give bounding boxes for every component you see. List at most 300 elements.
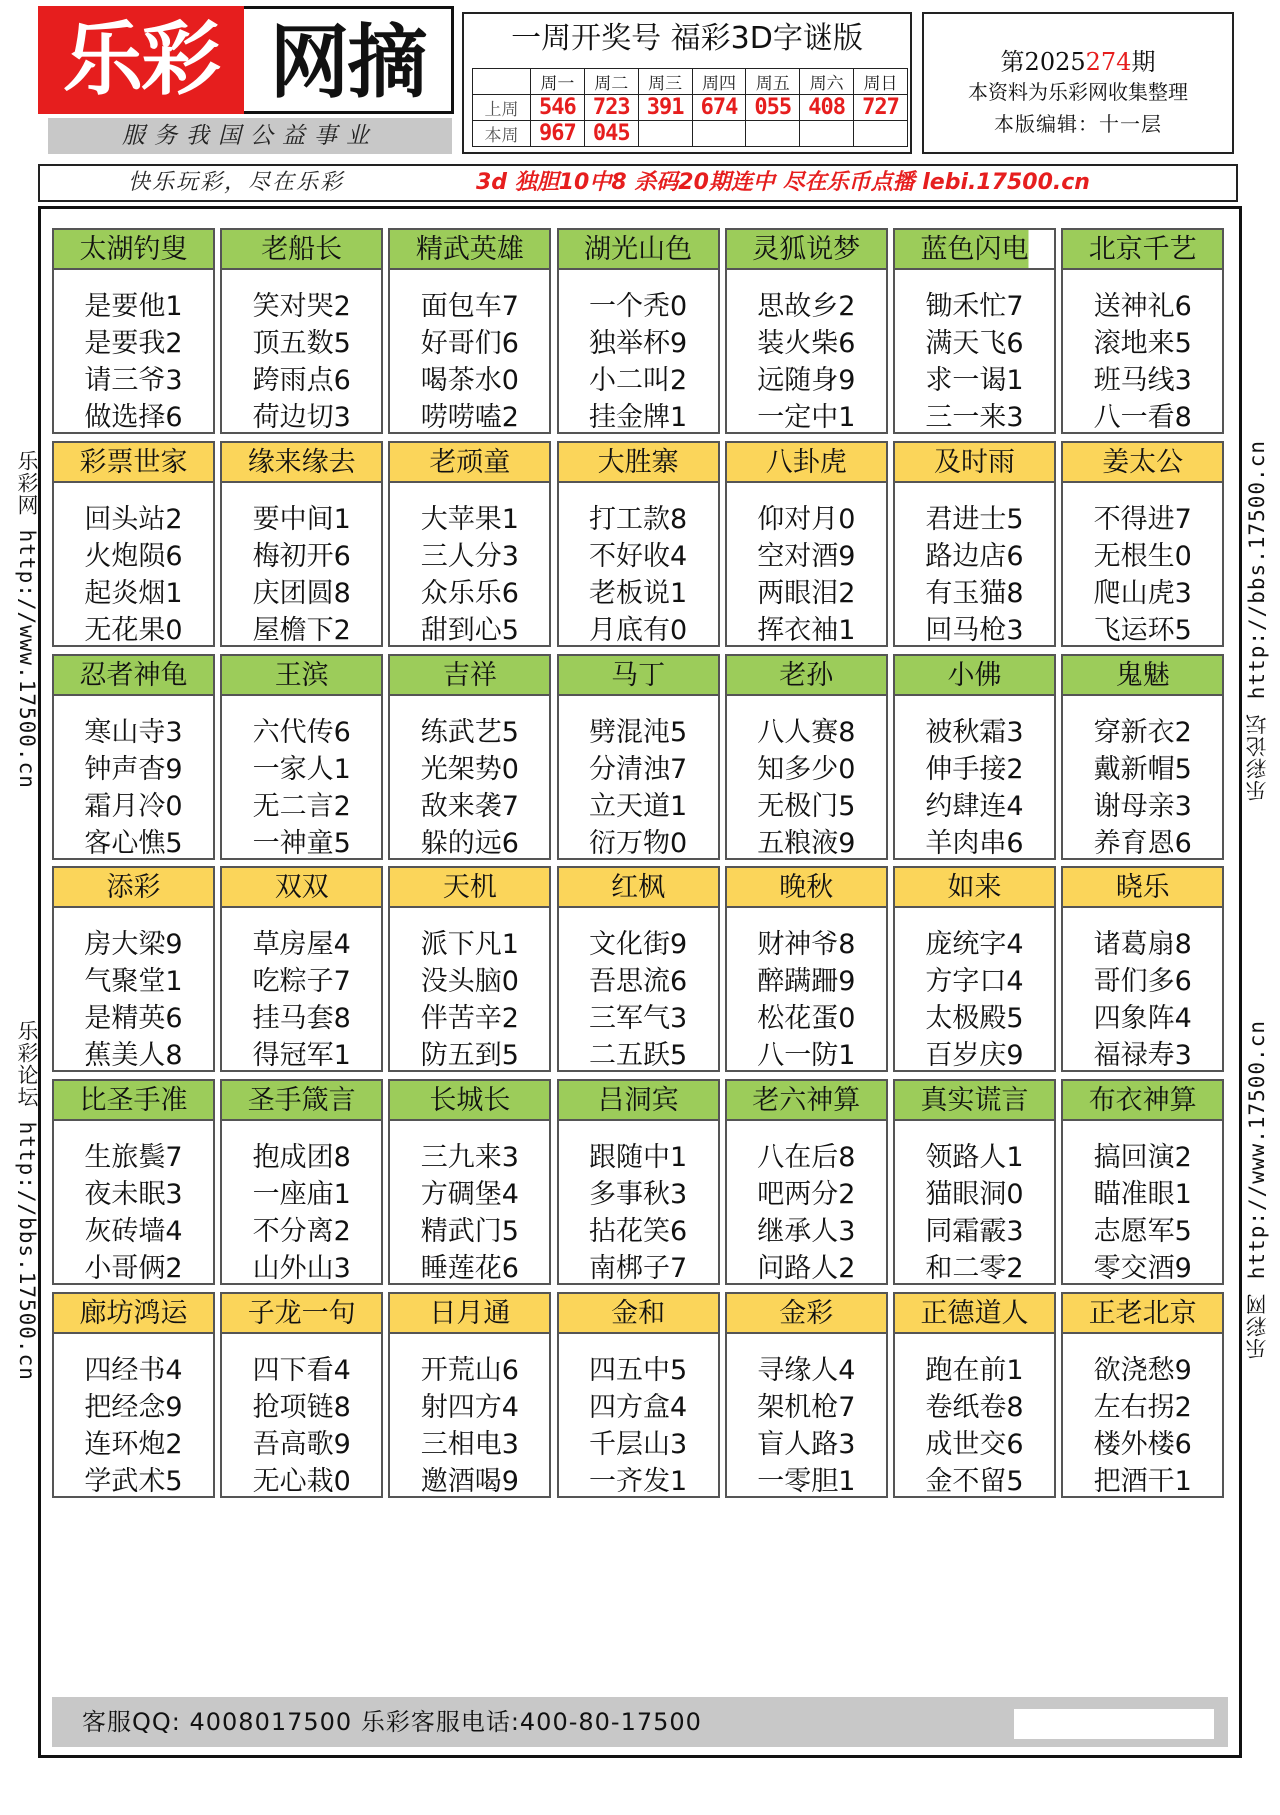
riddle-line: 继承人3 (757, 1216, 856, 1248)
riddle-cell-lines (895, 714, 1054, 862)
riddle-line: 方碉堡4 (420, 1179, 519, 1211)
riddle-line: 二五跃5 (589, 1040, 688, 1072)
banner (38, 164, 1238, 202)
riddle-cell-title: 鬼魅 (1063, 656, 1222, 696)
riddle-line: 吧两分2 (757, 1179, 856, 1211)
riddle-line: 知多少0 (757, 753, 856, 785)
riddle-line: 路边店6 (925, 540, 1024, 572)
weekly-number (692, 121, 746, 147)
riddle-line: 是精英6 (84, 1003, 183, 1035)
riddle-line: 飞运环5 (1093, 614, 1192, 646)
riddle-line: 庆团圆8 (252, 577, 351, 609)
riddle-cell-lines (390, 926, 549, 1074)
riddle-cell-lines (727, 288, 886, 436)
riddle-line: 月底有0 (589, 614, 688, 646)
riddle-cell-title: 老船长 (222, 230, 381, 270)
riddle-cell (1061, 441, 1224, 647)
riddle-cell-title: 忍者神龟 (54, 656, 213, 696)
riddle-cell-title: 及时雨 (895, 443, 1054, 483)
riddle-line: 射四方4 (420, 1392, 519, 1423)
riddle-line: 衍万物0 (589, 827, 688, 859)
riddle-line: 一齐发1 (589, 1466, 688, 1497)
riddle-line: 要中间1 (252, 503, 351, 535)
weekly-day: 周一 (531, 69, 585, 95)
riddle-cell (388, 1079, 551, 1285)
riddle-line: 空对酒9 (757, 540, 856, 572)
riddle-line: 开荒山6 (420, 1355, 519, 1386)
riddle-line: 一定中1 (757, 402, 856, 433)
issue-number (924, 42, 1232, 77)
riddle-line: 五粮液9 (757, 827, 856, 859)
riddle-line: 求一谒1 (925, 365, 1024, 396)
riddle-line: 挂金牌1 (589, 402, 688, 433)
riddle-line: 不分离2 (252, 1216, 351, 1248)
riddle-cell (893, 654, 1056, 860)
weekly-draw-box (462, 12, 912, 154)
riddle-line: 顶五数5 (252, 328, 351, 359)
riddle-line: 一座庙1 (252, 1179, 351, 1211)
weekly-day: 周六 (800, 69, 854, 95)
weekly-number: 055 (746, 95, 800, 121)
riddle-cell-title: 金彩 (727, 1294, 886, 1334)
riddle-cell (52, 228, 215, 434)
riddle-cell-title: 正老北京 (1063, 1294, 1222, 1334)
banner-promo[interactable]: 3d 独胆10中8 杀码20期连中 尽在乐币点播 lebi.17500.cn (476, 170, 1090, 195)
riddle-line: 谢母亲3 (1093, 790, 1192, 822)
riddle-line: 养育恩6 (1093, 827, 1192, 859)
riddle-cell (1061, 1292, 1224, 1498)
riddle-line: 无心栽0 (252, 1466, 351, 1497)
riddle-line: 卷纸卷8 (925, 1392, 1024, 1423)
riddle-cell-lines (727, 926, 886, 1074)
riddle-cell (220, 1292, 383, 1498)
riddle-line: 跟随中1 (589, 1142, 688, 1174)
weekly-table (472, 68, 908, 147)
riddle-cell-lines (54, 501, 213, 649)
weekly-number: 546 (531, 95, 585, 121)
riddle-line: 是要他1 (84, 291, 183, 322)
weekly-number (746, 121, 800, 147)
riddle-line: 四经书4 (84, 1355, 183, 1386)
riddle-cell-lines (390, 1352, 549, 1500)
riddle-line: 灰砖墙4 (84, 1216, 183, 1248)
riddle-line: 三军气3 (589, 1003, 688, 1035)
riddle-line: 文化街9 (589, 929, 688, 961)
riddle-line: 钟声杳9 (84, 753, 183, 785)
side-text-right-bottom: 乐彩网 http://www.17500.cn (1245, 1020, 1269, 1359)
weekly-this-week-row (473, 121, 908, 147)
riddle-cell (52, 441, 215, 647)
riddle-line: 君进士5 (925, 503, 1024, 535)
riddle-line: 庞统字4 (925, 929, 1024, 961)
riddle-line: 荷边切3 (252, 402, 351, 433)
riddle-cell-title: 如来 (895, 868, 1054, 908)
riddle-cell (388, 1292, 551, 1498)
riddle-cell-lines (222, 1352, 381, 1500)
riddle-line: 三九来3 (420, 1142, 519, 1174)
riddle-cell (1061, 1079, 1224, 1285)
riddle-cell-title: 双双 (222, 868, 381, 908)
riddle-cell (220, 228, 383, 434)
riddle-cell-title: 蓝色闪电 (895, 230, 1054, 270)
weekly-number: 045 (584, 121, 638, 147)
riddle-cell (52, 1079, 215, 1285)
riddle-cell-title: 北京千艺 (1063, 230, 1222, 270)
weekly-day: 周四 (692, 69, 746, 95)
riddle-line: 约肆连4 (925, 790, 1024, 822)
riddle-line: 众乐乐6 (420, 577, 519, 609)
riddle-line: 爬山虎3 (1093, 577, 1192, 609)
riddle-cell (52, 866, 215, 1072)
riddle-line: 一个秃0 (589, 291, 688, 322)
riddle-cell-title: 比圣手准 (54, 1081, 213, 1121)
riddle-line: 气聚堂1 (84, 966, 183, 998)
riddle-line: 南梆子7 (589, 1253, 688, 1285)
riddle-cell-title: 正德道人 (895, 1294, 1054, 1334)
riddle-line: 伸手接2 (925, 753, 1024, 785)
riddle-cell (557, 1079, 720, 1285)
riddle-cell (1061, 654, 1224, 860)
riddle-line: 戴新帽5 (1093, 753, 1192, 785)
riddle-line: 和二零2 (925, 1253, 1024, 1285)
riddle-line: 霜月冷0 (84, 790, 183, 822)
riddle-cell-lines (727, 1139, 886, 1287)
riddle-cell (1061, 866, 1224, 1072)
riddle-line: 好哥们6 (420, 328, 519, 359)
riddle-cell-title: 灵狐说梦 (727, 230, 886, 270)
riddle-line: 金不留5 (925, 1466, 1024, 1497)
riddle-cell-title: 晓乐 (1063, 868, 1222, 908)
riddle-line: 四象阵4 (1093, 1003, 1192, 1035)
riddle-line: 山外山3 (252, 1253, 351, 1285)
footer-contact: 客服QQ: 4008017500 乐彩客服电话:400-80-17500 (82, 1708, 702, 1736)
riddle-line: 四方盒4 (589, 1392, 688, 1423)
riddle-line: 派下凡1 (420, 929, 519, 961)
riddle-line: 拈花笑6 (589, 1216, 688, 1248)
riddle-cell-lines (559, 926, 718, 1074)
riddle-line: 满天飞6 (925, 328, 1024, 359)
riddle-cell (725, 228, 888, 434)
riddle-cell-title: 马丁 (559, 656, 718, 696)
riddle-line: 欲浇愁9 (1093, 1355, 1192, 1386)
riddle-line: 无根生0 (1093, 540, 1192, 572)
riddle-cell-lines (222, 926, 381, 1074)
banner-slogan: 快乐玩彩，尽在乐彩 (128, 170, 345, 195)
riddle-line: 松花蛋0 (757, 1003, 856, 1035)
riddle-cell-title: 圣手箴言 (222, 1081, 381, 1121)
riddle-line: 回马枪3 (925, 614, 1024, 646)
riddle-cell-lines (559, 288, 718, 436)
riddle-line: 没头脑0 (420, 966, 519, 998)
riddle-cell-lines (222, 1139, 381, 1287)
riddle-cell-lines (390, 288, 549, 436)
riddle-line: 穿新衣2 (1093, 716, 1192, 748)
riddle-line: 敌来袭7 (420, 790, 519, 822)
riddle-line: 班马线3 (1093, 365, 1192, 396)
riddle-cell-title: 天机 (390, 868, 549, 908)
riddle-cell-lines (54, 1352, 213, 1500)
riddle-line: 邀酒喝9 (420, 1466, 519, 1497)
riddle-line: 跑在前1 (925, 1355, 1024, 1386)
footer (52, 1697, 1228, 1747)
riddle-line: 三人分3 (420, 540, 519, 572)
riddle-cell-lines (1063, 288, 1222, 436)
riddle-line: 六代传6 (252, 716, 351, 748)
riddle-line: 独举杯9 (589, 328, 688, 359)
riddle-line: 伴苦辛2 (420, 1003, 519, 1035)
riddle-line: 精武门5 (420, 1216, 519, 1248)
riddle-line: 学武术5 (84, 1466, 183, 1497)
weekly-number (638, 121, 692, 147)
riddle-line: 不好收4 (589, 540, 688, 572)
collected-note: 本资料为乐彩网收集整理 (968, 80, 1188, 104)
riddle-line: 蕉美人8 (84, 1040, 183, 1072)
riddle-line: 连环炮2 (84, 1429, 183, 1460)
riddle-cell-title: 日月通 (390, 1294, 549, 1334)
riddle-cell (893, 441, 1056, 647)
logo-right: 网摘 (244, 6, 454, 114)
riddle-line: 抢项链8 (252, 1392, 351, 1423)
riddle-line: 练武艺5 (420, 716, 519, 748)
riddle-line: 笑对哭2 (252, 291, 351, 322)
riddle-cell-title: 缘来缘去 (222, 443, 381, 483)
riddle-line: 火炮陨6 (84, 540, 183, 572)
riddle-line: 光架势0 (420, 753, 519, 785)
riddle-line: 劈混沌5 (589, 716, 688, 748)
riddle-cell-lines (895, 288, 1054, 436)
riddle-line: 三相电3 (420, 1429, 519, 1460)
riddle-line: 睡莲花6 (420, 1253, 519, 1285)
logo (38, 6, 456, 116)
riddle-cell (557, 1292, 720, 1498)
riddle-cell-lines (54, 714, 213, 862)
riddle-line: 房大梁9 (84, 929, 183, 961)
riddle-cell-title: 吉祥 (390, 656, 549, 696)
riddle-cell-lines (1063, 714, 1222, 862)
weekly-number: 723 (584, 95, 638, 121)
riddle-line: 财神爷8 (757, 929, 856, 961)
riddle-cell (388, 654, 551, 860)
riddle-cell-title: 姜太公 (1063, 443, 1222, 483)
riddle-line: 锄禾忙7 (925, 291, 1024, 322)
editor-note: 本版编辑：十一层 (994, 112, 1162, 136)
riddle-cell (725, 1079, 888, 1285)
riddle-line: 楼外楼6 (1093, 1429, 1192, 1460)
riddle-cell-title: 长城长 (390, 1081, 549, 1121)
riddle-cell-lines (54, 1139, 213, 1287)
riddle-cell-title: 老顽童 (390, 443, 549, 483)
riddle-cell (557, 441, 720, 647)
riddle-cell (893, 866, 1056, 1072)
riddle-cell (52, 654, 215, 860)
riddle-cell (388, 228, 551, 434)
riddle-line: 瞄准眼1 (1093, 1179, 1192, 1211)
riddle-line: 八一防1 (757, 1040, 856, 1072)
riddle-cell-title: 太湖钓叟 (54, 230, 213, 270)
weekly-number: 967 (531, 121, 585, 147)
riddle-line: 羊肉串6 (925, 827, 1024, 859)
riddle-cell (725, 866, 888, 1072)
riddle-line: 屋檐下2 (252, 614, 351, 646)
riddle-cell (557, 228, 720, 434)
riddle-line: 左右拐2 (1093, 1392, 1192, 1423)
riddle-cell-lines (559, 1139, 718, 1287)
riddle-line: 思故乡2 (757, 291, 856, 322)
riddle-line: 领路人1 (925, 1142, 1024, 1174)
riddle-line: 百岁庆9 (925, 1040, 1024, 1072)
riddle-cell-title: 金和 (559, 1294, 718, 1334)
footer-blank-box (1014, 1709, 1214, 1739)
riddle-line: 哥们多6 (1093, 966, 1192, 998)
riddle-line: 得冠军1 (252, 1040, 351, 1072)
riddle-line: 分清浊7 (589, 753, 688, 785)
riddle-line: 请三爷3 (84, 365, 183, 396)
weekly-title: 一周开奖号 福彩3D字谜版 (511, 21, 863, 56)
riddle-cell-title: 湖光山色 (559, 230, 718, 270)
riddle-line: 寒山寺3 (84, 716, 183, 748)
weekly-number: 391 (638, 95, 692, 121)
riddle-line: 一家人1 (252, 753, 351, 785)
issue-suffix: 期 (1131, 48, 1156, 76)
riddle-cell (557, 866, 720, 1072)
weekly-last-week-row (473, 95, 908, 121)
riddle-cell (893, 1079, 1056, 1285)
weekly-number: 674 (692, 95, 746, 121)
weekly-day: 周二 (584, 69, 638, 95)
riddle-cell-title: 老六神算 (727, 1081, 886, 1121)
riddle-line: 是要我2 (84, 328, 183, 359)
riddle-line: 甜到心5 (420, 614, 519, 646)
riddle-line: 吾高歌9 (252, 1429, 351, 1460)
riddle-line: 福禄寿3 (1093, 1040, 1192, 1072)
riddle-line: 被秋霜3 (925, 716, 1024, 748)
riddle-cell (725, 654, 888, 860)
riddle-cell-lines (727, 714, 886, 862)
riddle-line: 送神礼6 (1093, 291, 1192, 322)
riddle-line: 八人赛8 (757, 716, 856, 748)
weekly-number: 727 (854, 95, 908, 121)
riddle-line: 一神童5 (252, 827, 351, 859)
riddle-cell-lines (1063, 926, 1222, 1074)
riddle-line: 无极门5 (757, 790, 856, 822)
riddle-line: 老板说1 (589, 577, 688, 609)
riddle-line: 打工款8 (589, 503, 688, 535)
riddle-cell-lines (559, 1352, 718, 1500)
riddle-cell-lines (390, 1139, 549, 1287)
riddle-line: 醉蹒跚9 (757, 966, 856, 998)
weekly-corner (473, 69, 531, 95)
riddle-line: 吾思流6 (589, 966, 688, 998)
weekly-number (854, 121, 908, 147)
riddle-line: 回头站2 (84, 503, 183, 535)
riddle-cell-title: 布衣神算 (1063, 1081, 1222, 1121)
riddle-line: 客心憔5 (84, 827, 183, 859)
riddle-line: 喝茶水0 (420, 365, 519, 396)
riddle-cell-lines (559, 501, 718, 649)
riddle-line: 四五中5 (589, 1355, 688, 1386)
weekly-header-row (473, 69, 908, 95)
riddle-line: 三一来3 (925, 402, 1024, 433)
riddle-line: 防五到5 (420, 1040, 519, 1072)
issue-num: 274 (1085, 48, 1132, 76)
riddle-cell-title: 添彩 (54, 868, 213, 908)
riddle-cell (1061, 228, 1224, 434)
riddle-cell (893, 228, 1056, 434)
riddle-line: 装火柴6 (757, 328, 856, 359)
issue-prefix: 第2025 (1000, 48, 1086, 76)
riddle-cell (220, 654, 383, 860)
riddle-cell-title: 大胜寨 (559, 443, 718, 483)
riddle-line: 仰对月0 (757, 503, 856, 535)
riddle-line: 小哥俩2 (84, 1253, 183, 1285)
riddle-line: 滚地来5 (1093, 328, 1192, 359)
riddle-line: 寻缘人4 (757, 1355, 856, 1386)
riddle-cell-lines (895, 1139, 1054, 1287)
weekly-number: 408 (800, 95, 854, 121)
riddle-line: 不得进7 (1093, 503, 1192, 535)
riddle-line: 诸葛扇8 (1093, 929, 1192, 961)
riddle-line: 挥衣袖1 (757, 614, 856, 646)
riddle-cell-title: 子龙一句 (222, 1294, 381, 1334)
riddle-line: 搞回演2 (1093, 1142, 1192, 1174)
riddle-cell (557, 654, 720, 860)
riddle-cell-lines (222, 714, 381, 862)
riddle-line: 抱成团8 (252, 1142, 351, 1174)
riddle-cell-lines (895, 926, 1054, 1074)
riddle-cell-title: 廊坊鸿运 (54, 1294, 213, 1334)
riddle-cell (388, 866, 551, 1072)
riddle-line: 盲人路3 (757, 1429, 856, 1460)
riddle-cell (220, 441, 383, 647)
riddle-line: 夜未眠3 (84, 1179, 183, 1211)
riddle-cell-lines (727, 1352, 886, 1500)
weekly-day: 周五 (746, 69, 800, 95)
riddle-cell-lines (727, 501, 886, 649)
riddle-cell-title: 晚秋 (727, 868, 886, 908)
riddle-cell-lines (895, 501, 1054, 649)
riddle-line: 架机枪7 (757, 1392, 856, 1423)
riddle-line: 吃粽子7 (252, 966, 351, 998)
riddle-cell-lines (390, 714, 549, 862)
riddle-cell (725, 1292, 888, 1498)
riddle-line: 志愿军5 (1093, 1216, 1192, 1248)
slogan: 服务我国公益事业 (48, 118, 452, 154)
riddle-line: 草房屋4 (252, 929, 351, 961)
riddle-cell (52, 1292, 215, 1498)
riddle-cell (220, 1079, 383, 1285)
weekly-row-label: 本周 (473, 121, 531, 147)
riddle-cell-lines (390, 501, 549, 649)
issue-box (922, 12, 1234, 154)
riddle-line: 面包车7 (420, 291, 519, 322)
riddle-line: 四下看4 (252, 1355, 351, 1386)
riddle-cell-lines (1063, 1139, 1222, 1287)
riddle-line: 八一看8 (1093, 402, 1192, 433)
riddle-line: 立天道1 (589, 790, 688, 822)
riddle-cell-lines (54, 288, 213, 436)
riddle-cell (220, 866, 383, 1072)
riddle-cell-lines (222, 288, 381, 436)
riddle-cell-lines (222, 501, 381, 649)
riddle-line: 同霜霰3 (925, 1216, 1024, 1248)
riddle-line: 小二叫2 (589, 365, 688, 396)
riddle-line: 太极殿5 (925, 1003, 1024, 1035)
riddle-line: 挂马套8 (252, 1003, 351, 1035)
riddle-cell-title: 王滨 (222, 656, 381, 696)
logo-left: 乐彩 (38, 6, 244, 114)
riddle-cell-title: 吕洞宾 (559, 1081, 718, 1121)
riddle-line: 问路人2 (757, 1253, 856, 1285)
